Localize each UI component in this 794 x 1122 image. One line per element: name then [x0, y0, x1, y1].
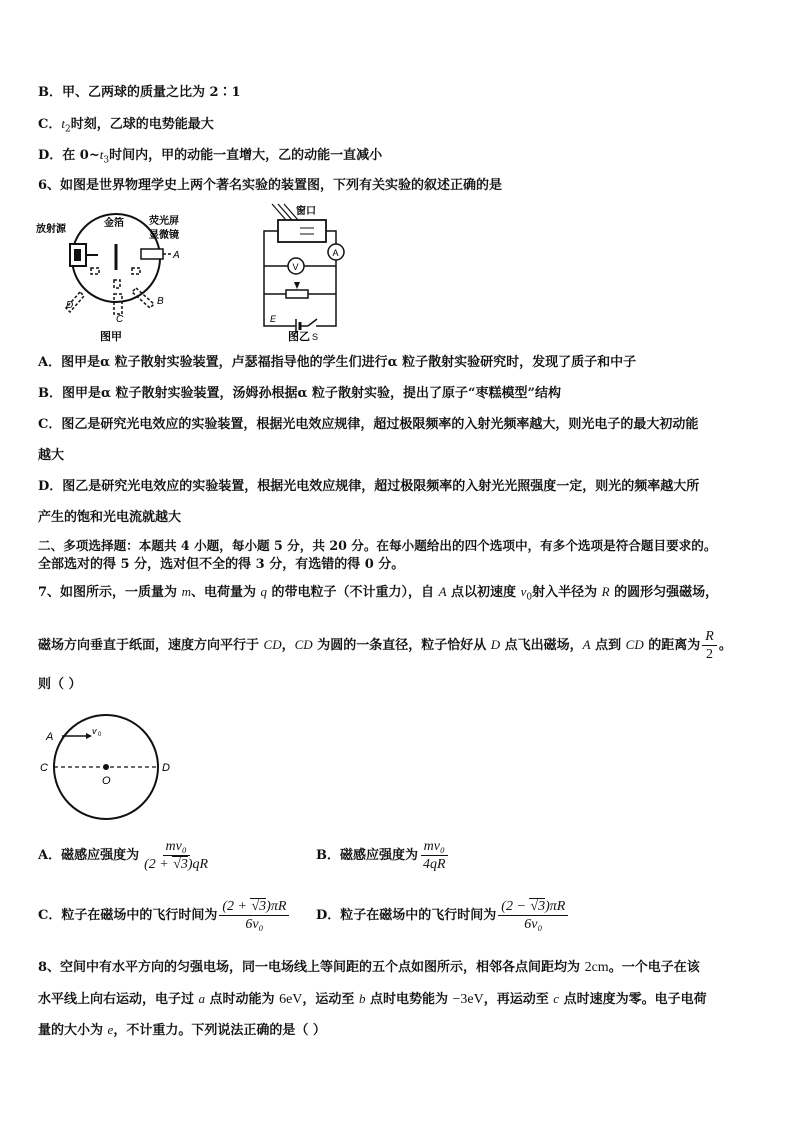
center-o: [103, 764, 109, 770]
q6-option-a: A．图甲是α 粒子散射实验装置，卢瑟福指导他的学生们进行α 粒子散射实验研究时，发现了质子和中子: [38, 355, 637, 370]
denominator: 6v₀: [245, 917, 264, 932]
switch-lever: [308, 319, 317, 326]
detector-c-inner: [114, 280, 120, 288]
foil-label: 金箔: [104, 218, 124, 229]
q5-option-d: [38, 147, 382, 169]
option-label: B．磁感应强度为: [316, 848, 418, 863]
magnetic-field-circle-figure: [38, 708, 188, 826]
var-e: e: [107, 1022, 114, 1037]
sqrt-icon: √3: [530, 899, 546, 914]
q5-option-c: [38, 116, 214, 138]
fraction: [498, 898, 568, 933]
text: 点时电势能为: [365, 992, 453, 1007]
circuit-wires: [264, 231, 336, 326]
point-c: c: [553, 991, 560, 1006]
detector-b-inner: [132, 268, 140, 274]
text: 的距离为: [643, 638, 701, 653]
pos-d-label: D: [66, 300, 74, 311]
q7-option-a: [38, 836, 213, 876]
kinetic-energy-value: 6eV: [279, 992, 303, 1007]
q7-stem-line3: 则（ ）: [38, 677, 82, 692]
text: 、电荷量为: [190, 585, 261, 600]
q6-option-d-line1: D．图乙是研究光电效应的实验装置，根据光电效应规律，超过极限频率的入射光光照强度一定，则光的频率越大所: [38, 479, 700, 494]
var-r: R: [601, 584, 610, 599]
text: 7、如图所示，一质量为: [38, 585, 182, 600]
phototube: [278, 220, 326, 242]
q7-option-b: [316, 836, 451, 876]
light-ray: [272, 204, 286, 220]
text: 点到: [590, 638, 626, 653]
pos-b-label: B: [157, 296, 164, 307]
text: (2 +: [144, 857, 173, 872]
q5-option-c-label: C．: [38, 117, 62, 132]
wire: [326, 231, 336, 244]
text: )πR: [266, 899, 287, 914]
fraction: [141, 838, 211, 873]
velocity-label: v: [92, 726, 97, 736]
text: 点时速度为零。电子电荷: [559, 992, 707, 1007]
q7-option-c: [38, 896, 291, 936]
voltmeter-label: V: [292, 262, 299, 272]
q8-stem-line3: [38, 1022, 326, 1039]
rheostat-slider: [294, 282, 300, 289]
radicand: 3: [538, 899, 546, 914]
detector-positions: [66, 268, 154, 314]
pos-a-label: A: [173, 250, 180, 261]
q5-option-d-text: 时间内，甲的动能一直增大，乙的动能一直减小: [109, 148, 383, 163]
text: 。: [718, 638, 732, 653]
window-label: 窗口: [296, 206, 316, 217]
point-o-label: O: [102, 775, 111, 787]
text: ，不计重力。下列说法正确的是（ ）: [113, 1023, 326, 1038]
detector-c: [114, 294, 122, 314]
detector-d-inner: [91, 268, 99, 274]
q6-stem: 6、如图是世界物理学史上两个著名实验的装置图，下列有关实验的叙述正确的是: [38, 178, 503, 193]
source-core: [74, 249, 81, 261]
var-v: v: [520, 584, 527, 599]
section-heading-line1: 二、多项选择题：本题共 4 小题，每小题 5 分，共 20 分。在每小题给出的四个选项中，有多个选项是符合题目要求的。: [38, 538, 717, 553]
q6-option-b: B．图甲是α 粒子散射实验装置，汤姆孙根据α 粒子散射实验，提出了原子“枣糕模型”结构: [38, 386, 562, 401]
numerator: mv₀: [421, 838, 448, 856]
figure-caption: 图乙: [288, 331, 310, 343]
battery-label: E: [270, 314, 277, 324]
text: 8、空间中有水平方向的匀强电场，同一电场线上等间距的五个点如图所示，相邻各点间距均为: [38, 960, 585, 975]
text: ，再运动至: [483, 992, 554, 1007]
screen-label: 荧光屏: [149, 216, 179, 227]
q6-option-c-line2: 越大: [38, 448, 65, 463]
radicand: 3: [259, 899, 267, 914]
text: ，运动至: [302, 992, 359, 1007]
q7-stem-line2: [38, 625, 732, 665]
sqrt-icon: √3: [173, 857, 188, 872]
text: )qR: [187, 857, 209, 872]
rutherford-apparatus-figure: [36, 208, 196, 344]
point-d: D: [490, 637, 501, 652]
point-c-label: C: [40, 762, 48, 774]
text: ，: [281, 638, 295, 653]
text: 的带电粒子（不计重力），自: [267, 585, 439, 600]
option-label: C．粒子在磁场中的飞行时间为: [38, 908, 218, 923]
q5-option-d-label: D．在 0~: [38, 148, 100, 163]
text: (2 −: [501, 899, 530, 914]
q7-option-d: [316, 896, 570, 936]
option-label: A．磁感应强度为: [38, 848, 140, 863]
text: 点以初速度: [446, 585, 521, 600]
fraction: [219, 898, 289, 933]
text: 点时动能为: [205, 992, 280, 1007]
point-a: A: [582, 637, 591, 652]
numerator: [498, 898, 568, 916]
q5-option-c-text: 时刻，乙球的电势能最大: [70, 117, 214, 132]
fraction: [420, 838, 449, 873]
light-ray: [278, 204, 292, 220]
q8-stem-line2: [38, 991, 707, 1008]
q6-option-d-line2: 产生的饱和光电流就越大: [38, 510, 182, 525]
fraction-r-over-2: [702, 628, 717, 663]
switch-label: S: [312, 332, 319, 342]
text: 射入半径为: [532, 585, 602, 600]
point-a: A: [438, 584, 447, 599]
q8-stem-line1: [38, 960, 700, 976]
segment-cd: CD: [625, 637, 644, 652]
potential-energy-value: −3eV: [452, 992, 484, 1007]
text: 点飞出磁场，: [500, 638, 583, 653]
text: 磁场方向垂直于纸面，速度方向平行于: [38, 638, 264, 653]
figure-caption: 图甲: [100, 331, 122, 343]
subscript: 2: [64, 124, 71, 135]
distance-value: 2cm: [584, 960, 609, 975]
subscript: 0: [526, 592, 533, 603]
numerator: mv₀: [163, 838, 190, 856]
q7-stem-line1: [38, 584, 718, 606]
microscope-a: [141, 249, 163, 259]
text: 为圆的一条直径，粒子恰好从: [312, 638, 491, 653]
var-m: m: [181, 584, 191, 599]
photoelectric-apparatus-figure: [256, 200, 356, 344]
denominator: [141, 856, 211, 873]
segment-cd: CD: [263, 637, 282, 652]
wire: [264, 231, 296, 326]
denominator: 4qR: [423, 857, 446, 872]
text: 水平线上向右运动，电子过: [38, 992, 199, 1007]
source-label: 放射源: [36, 224, 66, 235]
text: 量的大小为: [38, 1023, 108, 1038]
point-a: a: [198, 991, 206, 1006]
text: )πR: [545, 899, 566, 914]
point-d-label: D: [162, 762, 170, 774]
pos-c-label: C: [116, 314, 124, 325]
wire: [316, 260, 336, 326]
denominator: 2: [706, 647, 714, 662]
option-label: D．粒子在磁场中的飞行时间为: [316, 908, 497, 923]
segment-cd: CD: [294, 637, 313, 652]
var-q: q: [260, 584, 267, 599]
microscope-label: 显微镜: [149, 230, 179, 241]
radicand: 3: [180, 857, 188, 872]
velocity-subscript: 0: [98, 732, 102, 738]
numerator: R: [702, 628, 717, 646]
var-t: t: [99, 147, 104, 162]
q5-option-b: B．甲、乙两球的质量之比为 2∶1: [38, 85, 241, 100]
text: 。一个电子在该: [608, 960, 700, 975]
denominator: 6v₀: [524, 917, 543, 932]
q6-option-c-line1: C．图乙是研究光电效应的实验装置，根据光电效应规律，超过极限频率的入射光频率越大，则光电子的最大初动能: [38, 417, 699, 432]
point-b: b: [358, 991, 366, 1006]
sqrt-icon: √3: [251, 899, 267, 914]
subscript: 3: [103, 155, 110, 166]
incident-light: [272, 204, 298, 220]
section-heading-line2: 全部选对的得 5 分，选对但不全的得 3 分，有选错的得 0 分。: [38, 557, 405, 572]
point-a-label: A: [46, 731, 54, 743]
ammeter-label: A: [332, 248, 339, 258]
rheostat: [286, 290, 308, 298]
text: 的圆形匀强磁场，: [609, 585, 719, 600]
text: (2 +: [222, 899, 251, 914]
numerator: [219, 898, 289, 916]
var-t: t: [61, 116, 65, 131]
